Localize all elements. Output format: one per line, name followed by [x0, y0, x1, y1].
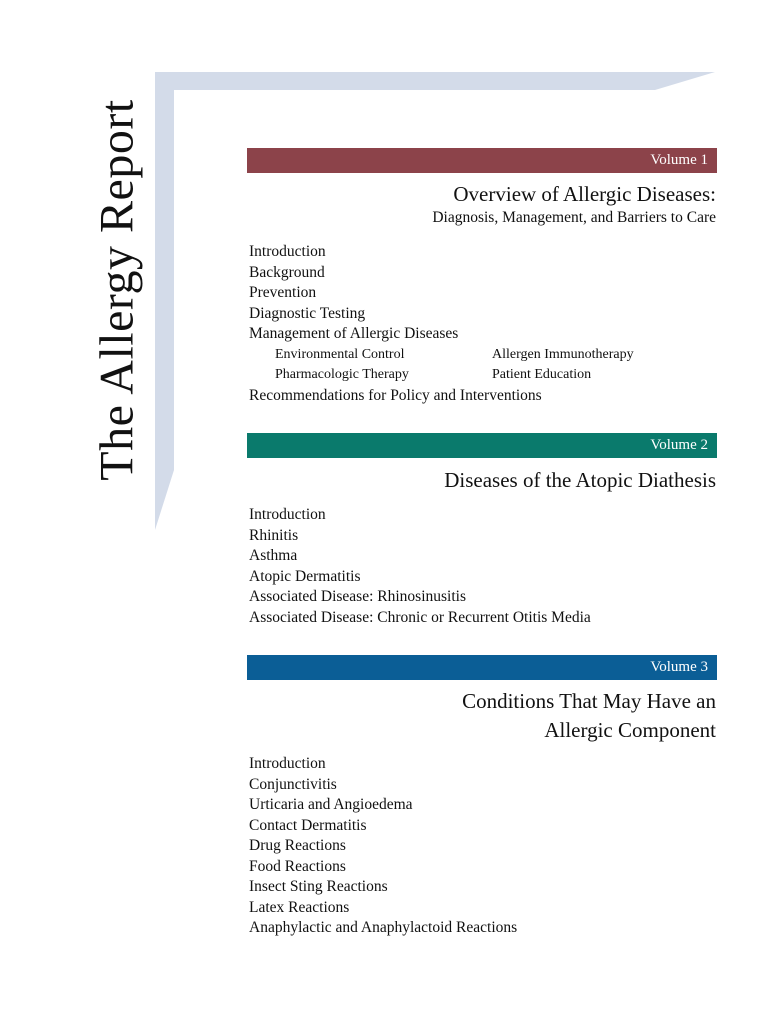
volume-1-subtitle: Diagnosis, Management, and Barriers to Care [432, 209, 716, 226]
volume-3-bar [247, 655, 717, 680]
report-title: The Allergy Report [90, 99, 144, 481]
list-item: Urticaria and Angioedema [249, 796, 413, 813]
volume-3-title-line-1: Conditions That May Have an [462, 689, 716, 713]
list-item: Prevention [249, 284, 317, 301]
list-item: Diagnostic Testing [249, 304, 366, 322]
volume-1-bar [247, 148, 717, 173]
list-item: Conjunctivitis [249, 775, 337, 793]
list-item: Recommendations for Policy and Interventions [249, 386, 542, 404]
list-item: Introduction [249, 506, 326, 523]
list-item: Introduction [249, 243, 326, 260]
sub-item-row [249, 365, 634, 386]
list-item: Associated Disease: Chronic or Recurrent Otitis Media [249, 608, 591, 626]
sub-item: Allergen Immunotherapy [492, 346, 634, 362]
sub-item: Patient Education [492, 367, 592, 382]
volume-3-title-line-2: Allergic Component [544, 718, 716, 742]
list-item: Insect Sting Reactions [249, 878, 388, 895]
volume-3-contents [249, 754, 517, 939]
volume-1-title: Overview of Allergic Diseases: [453, 182, 716, 206]
list-item: Management of Allergic Diseases [249, 325, 459, 342]
volume-2-contents [249, 505, 591, 628]
list-item: Background [249, 263, 325, 281]
list-item: Contact Dermatitis [249, 816, 367, 834]
volume-3-label: Volume 3 [650, 659, 708, 675]
volume-1-contents [249, 242, 634, 406]
volume-2-title: Diseases of the Atopic Diathesis [444, 468, 716, 492]
list-item: Introduction [249, 755, 326, 772]
sub-item: Pharmacologic Therapy [275, 367, 409, 382]
sub-item: Environmental Control [275, 346, 405, 362]
list-item: Food Reactions [249, 857, 346, 875]
volume-2-label: Volume 2 [650, 437, 708, 453]
list-item: Rhinitis [249, 526, 299, 544]
volume-2-bar [247, 433, 717, 458]
list-item: Drug Reactions [249, 837, 346, 854]
sub-item-row [249, 345, 634, 366]
list-item: Latex Reactions [249, 898, 350, 916]
list-item: Associated Disease: Rhinosinusitis [249, 588, 466, 605]
volume-1-label: Volume 1 [650, 152, 708, 168]
list-item: Anaphylactic and Anaphylactoid Reactions [249, 919, 518, 936]
list-item: Asthma [249, 547, 298, 564]
list-item: Atopic Dermatitis [249, 567, 361, 585]
